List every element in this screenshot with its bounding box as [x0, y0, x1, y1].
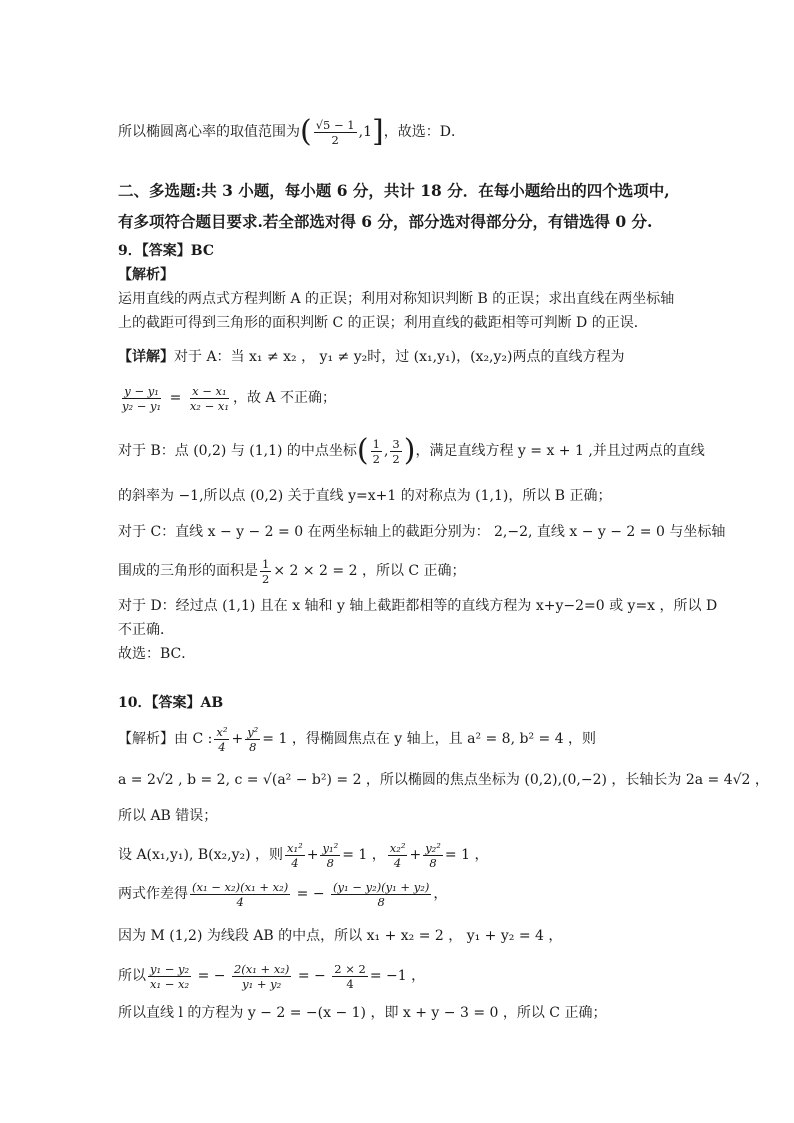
q10-line5: 两式作差得 $\frac{\text{(x₁ − x₂)(x₁ + x₂)}}{4}$ = − $\frac{\text{(y₁ − y₂)(y₁ + y₂)}}{8}$ ，	[118, 879, 448, 909]
fraction: $\frac{√5 - 1}{2}$	[315, 117, 355, 147]
section-heading-line1: 二、多选题:共 3 小题，每小题 6 分，共计 18 分．在每小题给出的四个选项中,	[118, 181, 670, 200]
q10-answer: 10．【答案】AB	[118, 695, 224, 711]
q10-line2: a = 2√2 , b = 2, c = √(a² − b²) = 2 ，所以椭圆的焦点坐标为 (0,2),(0,−2) ，长轴长为 2a = 4√2 ，	[118, 772, 769, 788]
eccentricity-range-line: 所以椭圆离心率的取值范围为( $\frac{√5 - 1}{2}$ ,1]，故选：D．	[118, 114, 465, 149]
q9-jiexi: 【解析】	[118, 267, 174, 283]
q9-c-line2: 围成的三角形的面积是 $\frac{1}{2}$ × 2 × 2 = 2 ，所以 C 正确；	[118, 556, 466, 586]
q9-b-line2: 的斜率为 −1,所以点 (0,2) 关于直线 y=x+1 的对称点为 (1,1)，所以 B 正确；	[118, 488, 612, 504]
q9-d-line2: 不正确．	[118, 622, 174, 638]
q9-a-formula: $\frac{\text{y − y₁}}{\text{y₂ − y₁}}$ = $\frac{\text{x − x₁}}{\text{x₂ − x₁}}$ ，故 A 不正确；	[122, 383, 336, 413]
text: 所以椭圆离心率的取值范围为	[118, 124, 300, 140]
right-bracket: ]	[372, 114, 384, 149]
q9-answer: 9．【答案】BC	[118, 243, 214, 259]
q9-d-line1: 对于 D：经过点 (1,1) 且在 x 轴和 y 轴上截距都相等的直线方程为 x+y−2=0 或 y=x ，所以 D	[118, 598, 718, 614]
q9-conclusion: 故选：BC．	[118, 646, 196, 662]
q10-line8: 所以直线 l 的方程为 y − 2 = −(x − 1) ，即 x + y − 3 = 0 ，所以 C 正确；	[118, 1005, 607, 1021]
q10-jiexi: 【解析】由 C : $\frac{\text{x²}}{4}$ + $\frac{\text{y²}}{8}$ = 1 ，得椭圆焦点在 y 轴上，且 a² = 8, b² = 4 ，则	[118, 724, 597, 754]
q10-line4: 设 A(x₁,y₁), B(x₂,y₂) ，则 $\frac{\text{x₁²}}{4}$ + $\frac{\text{y₁²}}{8}$ = 1 ， $\frac{\text{x₂²}}{4}$ + $\frac{\text{y₂²}}{8}$ = 1 ，	[118, 840, 489, 870]
q9-analysis2: 上的截距可得到三角形的面积判断 C 的正误；利用直线的截距相等可判断 D 的正误．	[118, 315, 648, 331]
left-paren: (	[300, 114, 312, 149]
q10-line3: 所以 AB 错误；	[118, 808, 218, 824]
q10-line6: 因为 M (1,2) 为线段 AB 的中点，所以 x₁ + x₂ = 2 ， y₁ + y₂ = 4 ，	[118, 928, 563, 944]
q9-analysis1: 运用直线的两点式方程判断 A 的正误；利用对称知识判断 B 的正误；求出直线在两坐标轴	[118, 291, 675, 307]
q9-detail: 【详解】对于 A：当 x₁ ≠ x₂ ， y₁ ≠ y₂时，过 (x₁,y₁)，(x₂,y₂)两点的直线方程为	[118, 349, 625, 365]
q9-b-line1: 对于 B：点 (0,2) 与 (1,1) 的中点坐标( $\frac{1}{2}$ , $\frac{3}{2}$ )，满足直线方程 y = x + 1 ,并且过两点的直线	[118, 433, 705, 468]
section-heading-line2: 有多项符合题目要求.若全部选对得 6 分，部分选对得部分分，有错选得 0 分.	[118, 212, 653, 231]
q9-c-line1: 对于 C：直线 x − y − 2 = 0 在两坐标轴上的截距分别为： 2,−2, 直线 x − y − 2 = 0 与坐标轴	[118, 524, 726, 540]
q10-line7: 所以 $\frac{\text{y₁ − y₂}}{\text{x₁ − x₂}}$ = − $\frac{\text{2(x₁ + x₂)}}{\text{y₁ + y₂}}$ = − $\frac{2 \times 2}{4}$ = −1 ，	[118, 961, 426, 991]
